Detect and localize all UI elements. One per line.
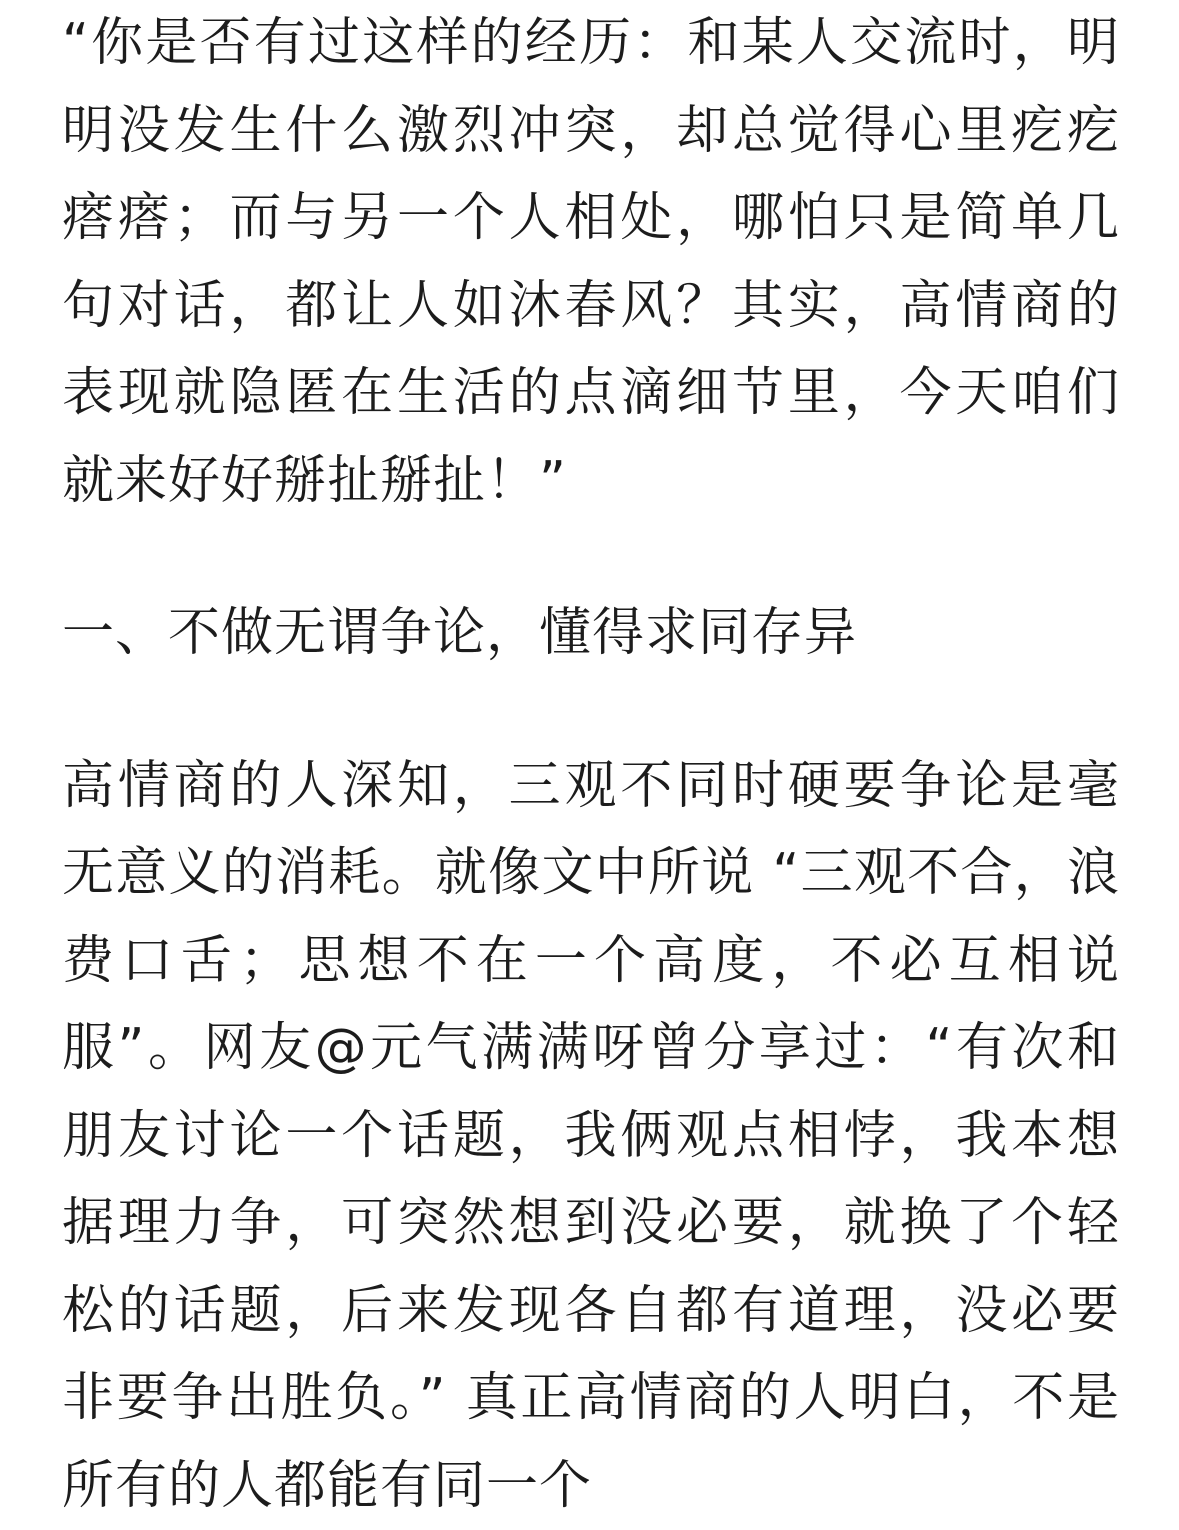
- section-heading: 一、不做无谓争论，懂得求同存异: [62, 590, 1120, 678]
- article-body: [62, 0, 1120, 1530]
- intro-paragraph: “你是否有过这样的经历：和某人交流时，明明没发生什么激烈冲突，却总觉得心里疙疙瘩瘩；而与另一个人相处，哪怕只是简单几句对话，都让人如沐春风？其实，高情商的表现就隐匿在生活的点滴细节里，今天咱们就来好好掰扯掰扯！”: [62, 0, 1120, 525]
- section-paragraph: 高情商的人深知，三观不同时硬要争论是毫无意义的消耗。就像文中所说 “三观不合，浪费口舌；思想不在一个高度，不必互相说服”。网友@元气满满呀曾分享过：“有次和朋友讨论一个话题，我俩观点相悖，我本想据理力争，可突然想到没必要，就换了个轻松的话题，后来发现各自都有道理，没必要非要争出胜负。” 真正高情商的人明白，不是所有的人都能有同一个: [62, 743, 1120, 1530]
